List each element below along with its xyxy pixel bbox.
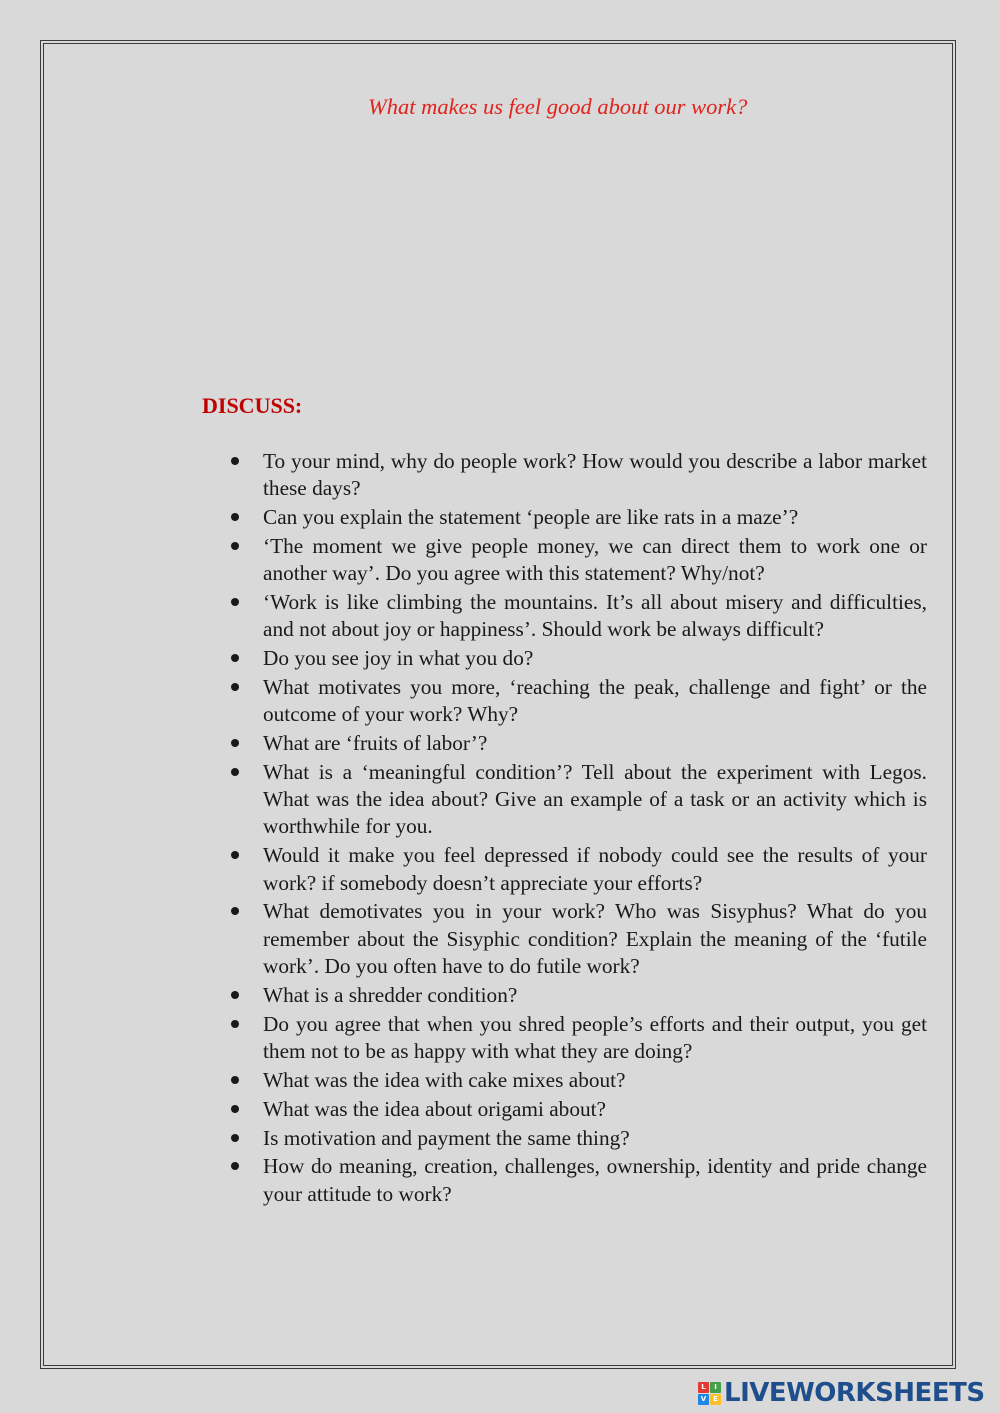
discussion-question (225, 1125, 927, 1152)
discussion-question (225, 842, 927, 896)
discussion-question (225, 1096, 927, 1123)
discuss-heading: DISCUSS: (202, 393, 303, 418)
bullet-icon (231, 513, 239, 521)
question-text: What is a ‘meaningful condition’? Tell about the experiment with Legos. What was the idea about? Give an example of a task or an activity which is worthwhile for you. (263, 760, 927, 839)
bullet-icon (231, 457, 239, 465)
logo-tile: I (710, 1382, 721, 1393)
question-text: What are ‘fruits of labor’? (263, 731, 488, 756)
question-text: What demotivates you in your work? Who was Sisyphus? What do you remember about the Sisyphic condition? Explain the meaning of the ‘futile work’. Do you often have to do futile work? (263, 899, 927, 978)
question-text: What was the idea about origami about? (263, 1096, 606, 1121)
question-text: How do meaning, creation, challenges, ownership, identity and pride change your attitude to work? (263, 1154, 927, 1206)
discussion-question (225, 504, 927, 531)
question-text: What was the idea with cake mixes about? (263, 1067, 626, 1092)
question-text: Do you agree that when you shred people’s efforts and their output, you get them not to be as happy with what they are doing? (263, 1011, 927, 1063)
bullet-icon (231, 542, 239, 550)
discussion-question (225, 533, 927, 587)
bullet-icon (231, 598, 239, 606)
discussion-question (225, 589, 927, 643)
logo-tile: L (698, 1382, 709, 1393)
logo-tile: V (698, 1394, 709, 1405)
discussion-question (225, 674, 927, 728)
bullet-icon (231, 907, 239, 915)
bullet-icon (231, 991, 239, 999)
question-text: ‘The moment we give people money, we can direct them to work one or another way’. Do you agree with this statement? Why/not? (263, 533, 927, 586)
question-text: What is a shredder condition? (263, 982, 518, 1007)
liveworksheets-logo-mark-icon (698, 1382, 721, 1405)
bullet-icon (231, 1134, 239, 1142)
bullet-icon (231, 1105, 239, 1113)
discussion-question (225, 448, 927, 502)
discussion-question (225, 1153, 927, 1207)
worksheet-title: What makes us feel good about our work? (368, 94, 748, 119)
bullet-icon (231, 1076, 239, 1084)
discussion-question-list (225, 448, 927, 1209)
question-text: To your mind, why do people work? How would you describe a labor market these days? (263, 449, 927, 501)
liveworksheets-logo-text: LIVEWORKSHEETS (724, 1378, 985, 1408)
bullet-icon (231, 1020, 239, 1028)
bullet-icon (231, 739, 239, 747)
liveworksheets-logo (698, 1378, 985, 1408)
discussion-question (225, 898, 927, 980)
discussion-question (225, 645, 927, 672)
question-text: Would it make you feel depressed if nobody could see the results of your work? if somebody doesn’t appreciate your efforts? (263, 843, 927, 895)
discussion-question (225, 1011, 927, 1065)
question-text: Is motivation and payment the same thing? (263, 1125, 630, 1150)
bullet-icon (231, 1162, 239, 1170)
discussion-question (225, 982, 927, 1009)
question-text: ‘Work is like climbing the mountains. It’s all about misery and difficulties, and not about joy or happiness’. Should work be always difficult? (263, 590, 927, 642)
question-text: What motivates you more, ‘reaching the peak, challenge and fight’ or the outcome of your work? Why? (263, 675, 927, 727)
bullet-icon (231, 768, 239, 776)
bullet-icon (231, 683, 239, 691)
discussion-question (225, 1067, 927, 1094)
question-text: Do you see joy in what you do? (263, 646, 534, 671)
discussion-question (225, 730, 927, 757)
question-text: Can you explain the statement ‘people are like rats in a maze’? (263, 505, 799, 530)
discussion-question (225, 759, 927, 841)
bullet-icon (231, 654, 239, 662)
bullet-icon (231, 851, 239, 859)
logo-tile: E (710, 1394, 721, 1405)
